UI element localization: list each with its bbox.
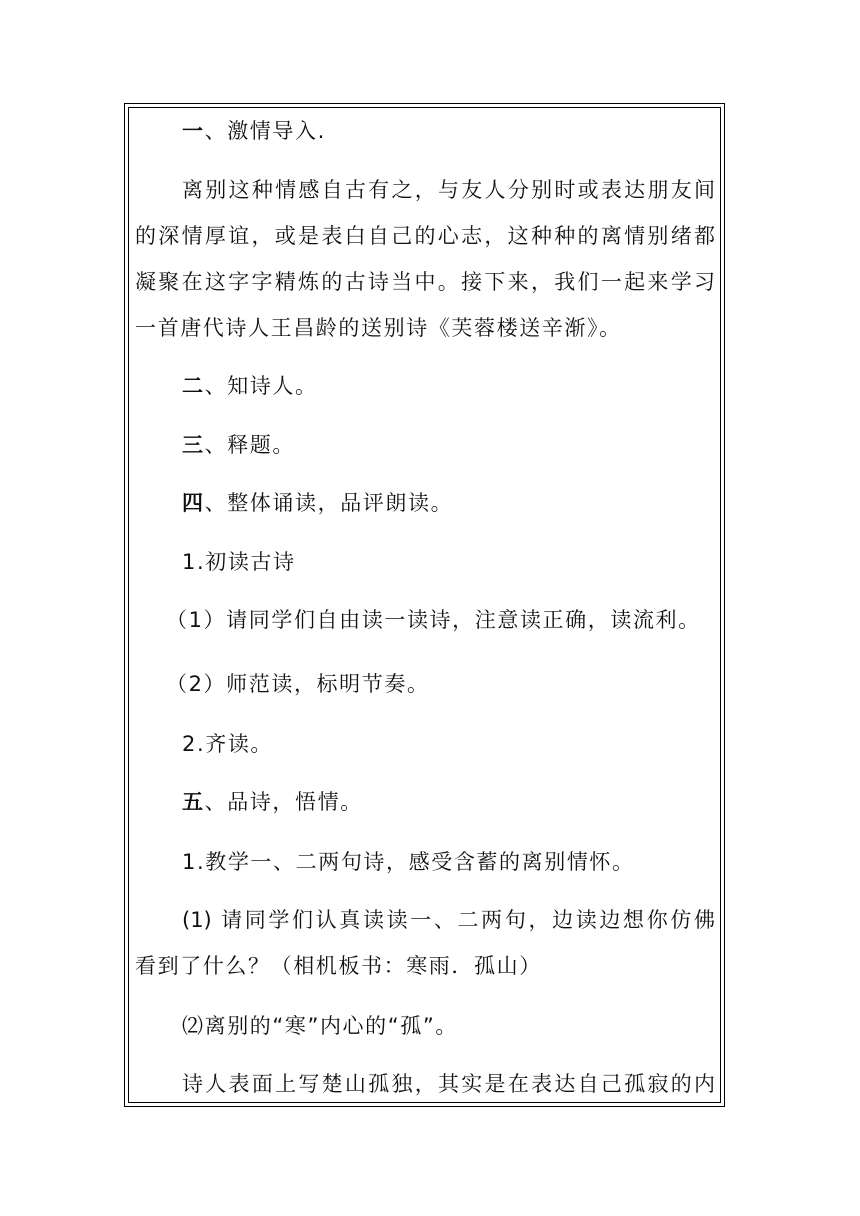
heading-title: 三、释题。	[182, 433, 296, 457]
item-teach-lines: 1.教学一、二两句诗，感受含蓄的离别情怀。	[182, 850, 635, 874]
item-chorus-reading: 2.齐读。	[182, 732, 274, 756]
paragraph-line-2: 的深情厚谊，或是表白自己的心志，这种种的离情别绪都	[135, 224, 715, 248]
item-first-reading: 1.初读古诗	[182, 550, 296, 574]
paragraph-line-1: 离别这种情感自古有之，与友人分别时或表达朋友间	[182, 178, 715, 202]
heading-reading: 四、整体诵读，品评朗读。	[182, 491, 454, 515]
heading-appreciation: 五、品诗，悟情。	[182, 790, 363, 814]
paragraph-line-3: 凝聚在这字字精炼的古诗当中。接下来，我们一起来学习	[135, 270, 715, 294]
heading-poet: 二、知诗人。	[182, 374, 318, 398]
heading-intro: 一、激情导入.	[182, 119, 326, 143]
paragraph-last-line: 诗人表面上写楚山孤独，其实是在表达自己孤寂的内	[182, 1072, 715, 1096]
item-cold-lonely: ⑵离别的“寒”内心的“孤”。	[182, 1014, 458, 1038]
item-read-lines-2: 看到了什么？（相机板书：寒雨．孤山）	[135, 954, 542, 978]
item-teacher-reading: （2）师范读，标明节奏。	[166, 672, 430, 696]
item-read-lines-1: (1) 请同学们认真读读一、二两句，边读边想你仿佛	[182, 908, 715, 932]
item-free-reading: （1）请同学们自由读一读诗，注意读正确，读流利。	[166, 608, 701, 632]
paragraph-line-4: 一首唐代诗人王昌龄的送别诗《芙蓉楼送辛渐》。	[135, 316, 622, 340]
